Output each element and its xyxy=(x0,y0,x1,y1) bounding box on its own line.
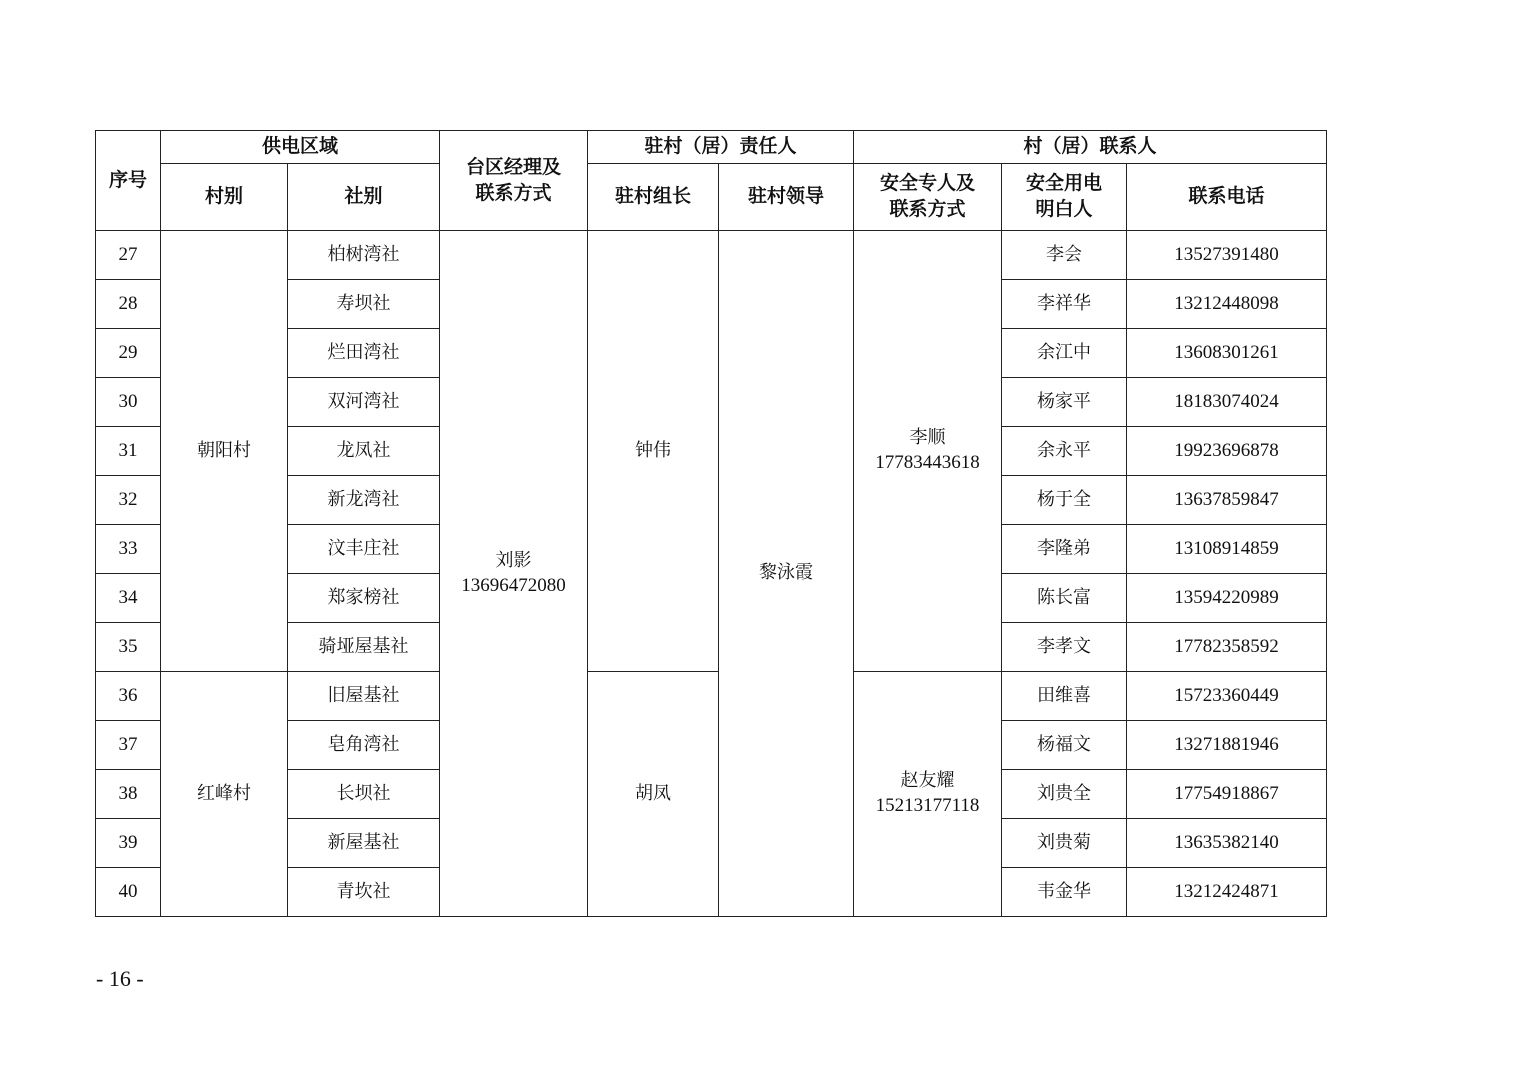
phone-cell: 15723360449 xyxy=(1127,672,1327,721)
electric-person-cell: 李会 xyxy=(1002,231,1127,280)
seq-cell: 34 xyxy=(96,574,161,623)
electric-person-cell: 杨福文 xyxy=(1002,721,1127,770)
seq-cell: 31 xyxy=(96,427,161,476)
phone-cell: 17782358592 xyxy=(1127,623,1327,672)
phone-cell: 13608301261 xyxy=(1127,329,1327,378)
safety-person-cell xyxy=(854,231,1002,672)
seq-cell: 27 xyxy=(96,231,161,280)
electric-person-cell: 韦金华 xyxy=(1002,868,1127,917)
phone-cell: 13635382140 xyxy=(1127,819,1327,868)
electric-person-cell: 杨于全 xyxy=(1002,476,1127,525)
header-liaison-group: 村（居）联系人 xyxy=(854,131,1327,164)
community-cell: 皂角湾社 xyxy=(288,721,440,770)
header-phone: 联系电话 xyxy=(1127,164,1327,231)
header-safety-line2: 联系方式 xyxy=(889,198,966,220)
community-cell: 龙凤社 xyxy=(288,427,440,476)
village-cell: 红峰村 xyxy=(161,672,288,917)
phone-cell: 13108914859 xyxy=(1127,525,1327,574)
community-cell: 烂田湾社 xyxy=(288,329,440,378)
electric-person-cell: 田维喜 xyxy=(1002,672,1127,721)
seq-cell: 29 xyxy=(96,329,161,378)
header-electric-line1: 安全用电 xyxy=(1025,172,1102,195)
community-cell: 长坝社 xyxy=(288,770,440,819)
electric-person-cell: 李孝文 xyxy=(1002,623,1127,672)
safety-person-cell xyxy=(854,672,1002,917)
safety-person-name: 李顺 xyxy=(909,427,946,449)
header-seq: 序号 xyxy=(96,131,161,231)
header-supply-area: 供电区域 xyxy=(161,131,440,164)
header-village: 村别 xyxy=(161,164,288,231)
community-cell: 骑垭屋基社 xyxy=(288,623,440,672)
community-cell: 青坎社 xyxy=(288,868,440,917)
phone-cell: 13637859847 xyxy=(1127,476,1327,525)
header-manager xyxy=(440,131,588,231)
seq-cell: 36 xyxy=(96,672,161,721)
seq-cell: 38 xyxy=(96,770,161,819)
community-cell: 旧屋基社 xyxy=(288,672,440,721)
seq-cell: 32 xyxy=(96,476,161,525)
electric-person-cell: 李祥华 xyxy=(1002,280,1127,329)
phone-cell: 13212448098 xyxy=(1127,280,1327,329)
seq-cell: 39 xyxy=(96,819,161,868)
header-safety-line1: 安全专人及 xyxy=(879,172,975,195)
electric-person-cell: 余永平 xyxy=(1002,427,1127,476)
seq-cell: 35 xyxy=(96,623,161,672)
seq-cell: 37 xyxy=(96,721,161,770)
community-cell: 新龙湾社 xyxy=(288,476,440,525)
header-village-leader: 驻村领导 xyxy=(719,164,854,231)
community-cell: 新屋基社 xyxy=(288,819,440,868)
seq-cell: 30 xyxy=(96,378,161,427)
table-row xyxy=(96,231,1327,280)
community-cell: 寿坝社 xyxy=(288,280,440,329)
electric-person-cell: 刘贵全 xyxy=(1002,770,1127,819)
page-number: - 16 - xyxy=(96,966,144,991)
safety-person-phone: 15213177118 xyxy=(875,795,980,817)
electric-person-cell: 杨家平 xyxy=(1002,378,1127,427)
manager-cell xyxy=(440,231,588,917)
team-leader-cell: 钟伟 xyxy=(588,231,719,672)
header-manager-line2: 联系方式 xyxy=(475,181,552,204)
phone-cell: 17754918867 xyxy=(1127,770,1327,819)
phone-cell: 18183074024 xyxy=(1127,378,1327,427)
table-row xyxy=(96,672,1327,721)
community-cell: 汶丰庄社 xyxy=(288,525,440,574)
electric-person-cell: 李隆弟 xyxy=(1002,525,1127,574)
manager-name: 刘影 xyxy=(495,549,532,571)
phone-cell: 13212424871 xyxy=(1127,868,1327,917)
community-cell: 柏树湾社 xyxy=(288,231,440,280)
village-cell: 朝阳村 xyxy=(161,231,288,672)
community-cell: 郑家榜社 xyxy=(288,574,440,623)
electric-person-cell: 余江中 xyxy=(1002,329,1127,378)
header-electric-line2: 明白人 xyxy=(1035,198,1093,220)
phone-cell: 13527391480 xyxy=(1127,231,1327,280)
village-leader-cell: 黎泳霞 xyxy=(719,231,854,917)
contact-table xyxy=(95,130,1327,917)
header-community: 社别 xyxy=(288,164,440,231)
team-leader-cell: 胡凤 xyxy=(588,672,719,917)
safety-person-name: 赵友耀 xyxy=(900,770,955,792)
header-safety xyxy=(854,164,1002,231)
seq-cell: 28 xyxy=(96,280,161,329)
phone-cell: 13594220989 xyxy=(1127,574,1327,623)
header-manager-line1: 台区经理及 xyxy=(465,155,561,178)
electric-person-cell: 陈长富 xyxy=(1002,574,1127,623)
community-cell: 双河湾社 xyxy=(288,378,440,427)
header-resident-group: 驻村（居）责任人 xyxy=(588,131,854,164)
seq-cell: 40 xyxy=(96,868,161,917)
phone-cell: 19923696878 xyxy=(1127,427,1327,476)
safety-person-phone: 17783443618 xyxy=(875,452,980,474)
header-team-leader: 驻村组长 xyxy=(588,164,719,231)
header-electric xyxy=(1002,164,1127,231)
seq-cell: 33 xyxy=(96,525,161,574)
phone-cell: 13271881946 xyxy=(1127,721,1327,770)
electric-person-cell: 刘贵菊 xyxy=(1002,819,1127,868)
manager-phone: 13696472080 xyxy=(461,574,566,596)
